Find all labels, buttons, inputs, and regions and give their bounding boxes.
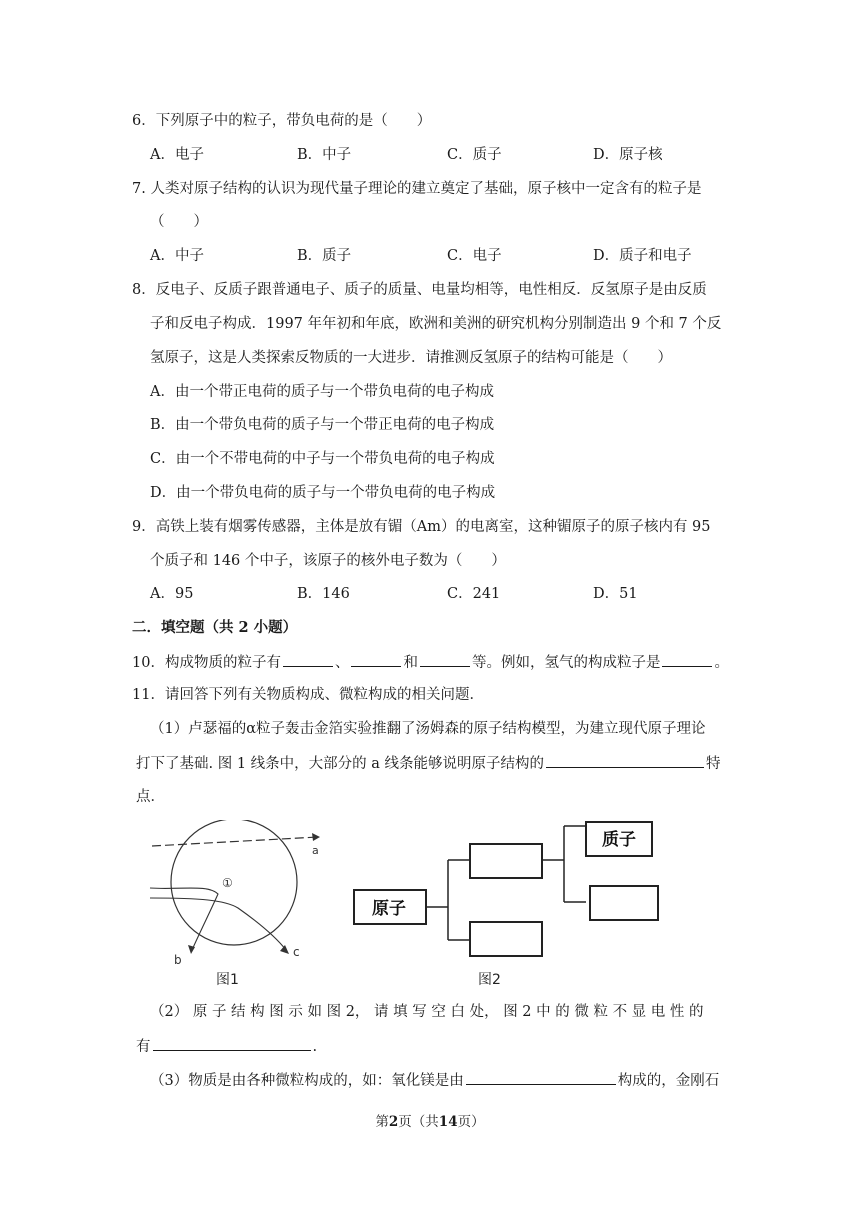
trajectory-a-arrowhead xyxy=(312,833,320,841)
trajectory-c-path xyxy=(150,898,286,950)
q6-option-b: B．中子 xyxy=(297,147,352,163)
q6-option-d: D．原子核 xyxy=(593,147,663,163)
q7-option-a: A．中子 xyxy=(150,248,204,264)
q10-line xyxy=(132,652,729,673)
q11-sub3-blank[interactable] xyxy=(466,1070,616,1085)
trajectory-b-path xyxy=(150,888,218,950)
q8-option-d: D．由一个带负电荷的质子与一个带负电荷的电子构成 xyxy=(150,485,496,501)
q11-stem: 11．请回答下列有关物质构成、微粒构成的相关问题． xyxy=(132,687,484,703)
atom-circle xyxy=(171,820,297,945)
q11-sub1-line2 xyxy=(136,753,721,774)
q11-sub3-text-a: （3）物质是由各种微粒构成的，如：氧化镁是由 xyxy=(150,1073,464,1089)
figure-2-caption: 图2 xyxy=(478,972,501,988)
q11-sub1-line3: 点． xyxy=(136,789,165,805)
q10-text-3: 和 xyxy=(403,655,418,671)
root-label: 原子 xyxy=(372,899,406,919)
blank-box-top xyxy=(470,844,542,878)
q10-text-5: 。 xyxy=(714,655,729,671)
q9-option-d: D．51 xyxy=(593,586,638,602)
figure-1 xyxy=(140,820,340,995)
q7-option-b: B．质子 xyxy=(297,248,352,264)
trajectory-c-label: c xyxy=(293,945,300,959)
q10-blank-2[interactable] xyxy=(351,652,401,667)
q11-sub1-text-a: 打下了基础. 图 1 线条中，大部分的 a 线条能够说明原子结构的 xyxy=(136,756,545,772)
q11-sub2-text-b: . xyxy=(312,1039,318,1055)
trajectory-a-line xyxy=(152,837,318,846)
q6-option-a: A．电子 xyxy=(150,147,204,163)
footer-total-pages: 14 xyxy=(438,1114,458,1130)
q7-stem-line2: （ ） xyxy=(150,214,208,230)
q11-sub2-line2 xyxy=(136,1036,317,1057)
q9-option-a: A．95 xyxy=(150,586,194,602)
trajectory-b-label: b xyxy=(174,953,182,967)
q7-option-c: C．电子 xyxy=(447,248,502,264)
footer-mid: 页（共 xyxy=(398,1114,439,1130)
q11-sub2-text-a: 有 xyxy=(136,1039,151,1055)
q8-option-a: A．由一个带正电荷的质子与一个带负电荷的电子构成 xyxy=(150,384,494,400)
q9-option-c: C．241 xyxy=(447,586,501,602)
blank-box-bottom xyxy=(470,922,542,956)
q8-option-b: B．由一个带负电荷的质子与一个带正电荷的电子构成 xyxy=(150,417,495,433)
q8-option-c: C．由一个不带电荷的中子与一个带负电荷的电子构成 xyxy=(150,451,495,467)
q11-sub2-blank[interactable] xyxy=(153,1036,311,1051)
trajectory-c-arrowhead xyxy=(280,945,289,954)
figure-1-caption: 图1 xyxy=(216,972,239,988)
proton-label: 质子 xyxy=(602,830,636,850)
q10-blank-4[interactable] xyxy=(662,652,712,667)
q11-sub3-text-b: 构成的，金刚石 xyxy=(617,1073,720,1089)
page-footer xyxy=(0,1110,860,1130)
q10-text-1: 10．构成物质的粒子有 xyxy=(132,655,281,671)
q6-option-c: C．质子 xyxy=(447,147,502,163)
q11-sub1-text-b: 特 xyxy=(706,756,721,772)
q11-sub1-line1: （1）卢瑟福的α粒子轰击金箔实验推翻了汤姆森的原子结构模型，为建立现代原子理论 xyxy=(150,721,706,737)
q8-line3: 氢原子，这是人类探索反物质的一大进步．请推测反氢原子的结构可能是（ ） xyxy=(150,350,672,366)
q6-stem: 6．下列原子中的粒子，带负电荷的是（ ） xyxy=(132,113,432,129)
q10-blank-3[interactable] xyxy=(420,652,470,667)
trajectory-a-label: a xyxy=(312,844,319,857)
q9-line1: 9．高铁上装有烟雾传感器，主体是放有镅（Am）的电离室，这种镅原子的原子核内有 95 xyxy=(132,519,711,535)
q9-line2: 个质子和 146 个中子，该原子的核外电子数为（ ） xyxy=(150,553,506,569)
q7-option-d: D．质子和电子 xyxy=(593,248,692,264)
nucleus-label: ① xyxy=(222,876,233,890)
q11-sub2-line1: （2） 原 子 结 构 图 示 如 图 2， 请 填 写 空 白 处， 图 2 中 的 微 粒 不 显 电 性 的 xyxy=(150,1004,704,1020)
q7-stem-line1: 7. 人类对原子结构的认识为现代量子理论的建立奠定了基础，原子核中一定含有的粒子是 xyxy=(132,181,702,197)
q10-text-2: 、 xyxy=(334,655,350,671)
figure-2 xyxy=(350,820,670,995)
q10-blank-1[interactable] xyxy=(283,652,333,667)
q8-line1: 8．反电子、反质子跟普通电子、质子的质量、电量均相等，电性相反．反氢原子是由反质 xyxy=(132,282,707,298)
q11-sub1-blank[interactable] xyxy=(546,753,704,768)
q9-option-b: B．146 xyxy=(297,586,350,602)
footer-suffix: 页） xyxy=(457,1114,485,1130)
footer-prefix: 第 xyxy=(375,1114,389,1130)
section-title: 二．填空题（共 2 小题） xyxy=(132,619,298,636)
blank-box-right xyxy=(590,886,658,920)
q10-text-4: 等。例如，氢气的构成粒子是 xyxy=(471,655,661,671)
q11-sub3-line1 xyxy=(150,1070,719,1091)
footer-page-number: 2 xyxy=(388,1114,399,1130)
q8-line2: 子和反电子构成．1997 年年初和年底，欧洲和美洲的研究机构分别制造出 9 个和 7 个反 xyxy=(150,316,722,332)
